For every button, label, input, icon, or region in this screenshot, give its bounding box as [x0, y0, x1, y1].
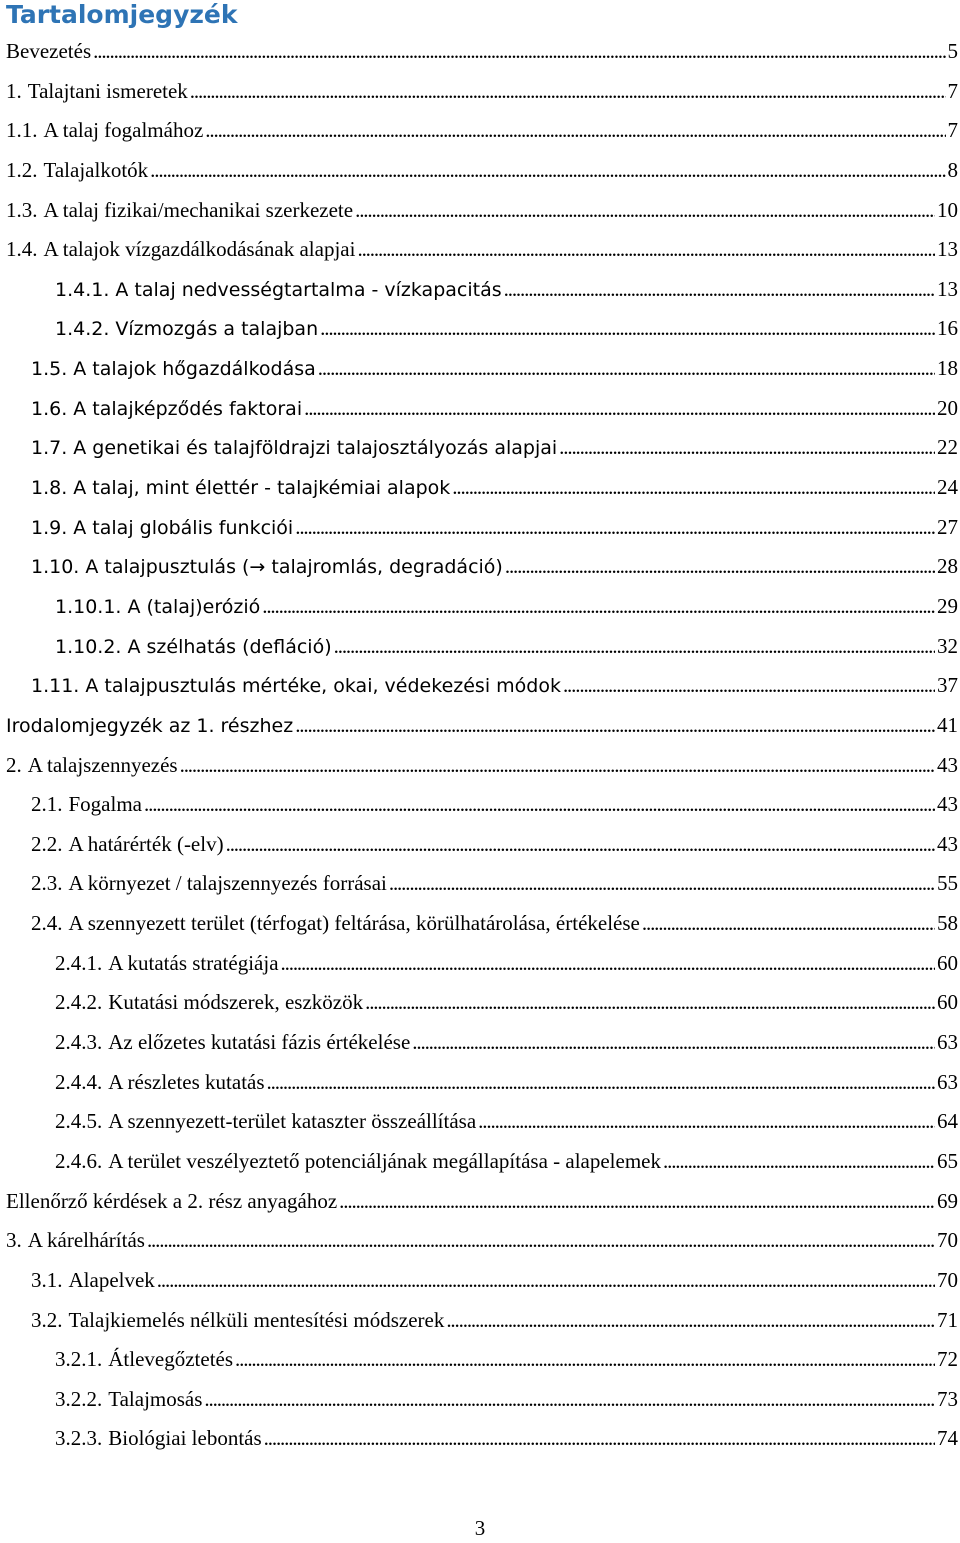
toc-dot-leader [365, 983, 935, 1023]
toc-dot-leader [264, 1419, 935, 1459]
toc-entry-label: A (talaj)erózió [127, 595, 261, 618]
toc-entry-text [31, 390, 302, 430]
toc-entry-label: A talajpusztulás (→ talajromlás, degradáció) [85, 556, 503, 579]
toc-dot-leader [505, 547, 935, 587]
toc-entry-page: 43 [937, 831, 958, 856]
toc-dot-leader [235, 1340, 935, 1380]
toc-dot-leader [93, 32, 945, 72]
toc-entry[interactable] [0, 309, 960, 349]
toc-entry-page: 7 [947, 118, 958, 143]
toc-entry-page: 73 [937, 1386, 958, 1411]
toc-entry[interactable] [0, 270, 960, 310]
toc-entry-page: 20 [937, 395, 958, 420]
toc-entry-page: 72 [937, 1347, 958, 1372]
toc-entry[interactable] [0, 468, 960, 508]
toc-entry-text [31, 548, 503, 588]
toc-entry-label: A talajszennyezés [27, 752, 178, 777]
toc-entry-text [55, 1340, 233, 1380]
toc-entry[interactable] [0, 666, 960, 706]
toc-entry-text [6, 1221, 145, 1261]
toc-entry-text [6, 230, 355, 270]
toc-entry-number: 2.4.2. [55, 990, 103, 1015]
toc-entry-number: 3.2.2. [55, 1386, 103, 1411]
toc-entry-label: A talaj, mint élettér - talajkémiai alapok [73, 477, 451, 500]
toc-entry[interactable] [0, 111, 960, 151]
toc-entry-page: 71 [937, 1307, 958, 1332]
toc-entry-label: A talajok vízgazdálkodásának alapjai [43, 237, 356, 262]
toc-dot-leader [144, 785, 935, 825]
toc-entry-label: A határérték (-elv) [68, 831, 224, 856]
toc-title: Tartalomjegyzék [6, 0, 238, 29]
toc-dot-leader [357, 230, 935, 270]
toc-entry-number: 1.10. [31, 556, 80, 579]
toc-entry-text [31, 509, 293, 549]
toc-entry-page: 43 [937, 752, 958, 777]
toc-entry[interactable] [0, 1221, 960, 1261]
toc-entry-text [6, 151, 148, 191]
toc-entry-page: 8 [947, 157, 958, 182]
toc-entry-number: 2.4. [31, 911, 63, 936]
toc-entry[interactable] [0, 72, 960, 112]
toc-entry-text [6, 72, 188, 112]
toc-dot-leader [204, 1380, 935, 1420]
toc-entry-number: 2.2. [31, 831, 63, 856]
toc-entry-number: 2. [6, 752, 22, 777]
toc-entry-number: 3. [6, 1228, 22, 1253]
toc-entry-text [55, 1380, 202, 1420]
toc-entry-label: Talajalkotók [43, 157, 149, 182]
toc-entry[interactable] [0, 587, 960, 627]
toc-entry-label: Irodalomjegyzék az 1. részhez [6, 714, 294, 737]
toc-dot-leader [452, 468, 935, 508]
toc-entry-text [31, 1301, 444, 1341]
toc-entry-label: A talajképződés faktorai [73, 397, 303, 420]
toc-entry-page: 29 [937, 593, 958, 618]
toc-entry-label: Talajmosás [108, 1386, 203, 1411]
toc-entry-page: 16 [937, 316, 958, 341]
toc-entry-page: 13 [937, 276, 958, 301]
toc-dot-leader [318, 349, 935, 389]
page-number: 3 [474, 1516, 486, 1540]
toc-entry-page: 7 [947, 78, 958, 103]
toc-entry-page: 70 [937, 1228, 958, 1253]
toc-entry-page: 70 [937, 1267, 958, 1292]
toc-dot-leader [389, 864, 935, 904]
toc-dot-leader [281, 944, 935, 984]
toc-entry-page: 60 [937, 990, 958, 1015]
toc-entry-label: A szélhatás (defláció) [127, 635, 332, 658]
toc-entry-page: 60 [937, 950, 958, 975]
toc-entry-label: Ellenőrző kérdések a 2. rész anyagához [6, 1188, 338, 1213]
toc-entry-number: 1.11. [31, 675, 80, 698]
toc-entry[interactable] [0, 785, 960, 825]
toc-entry[interactable] [0, 1023, 960, 1063]
toc-entry[interactable] [0, 32, 960, 72]
toc-entry-page: 74 [937, 1426, 958, 1451]
toc-entry[interactable] [0, 151, 960, 191]
toc-entry[interactable] [0, 944, 960, 984]
toc-dot-leader [339, 1182, 935, 1222]
toc-dot-leader [226, 825, 935, 865]
toc-entry-label: A részletes kutatás [108, 1069, 265, 1094]
toc-entry-label: A szennyezett terület (térfogat) feltárása, körülhatárolása, értékelése [68, 911, 640, 936]
toc-entry-number: 2.4.3. [55, 1030, 103, 1055]
toc-entry-label: Bevezetés [6, 39, 92, 63]
toc-dot-leader [205, 111, 945, 151]
toc-entry-page: 24 [937, 475, 958, 500]
toc-entry-text [31, 350, 316, 390]
toc-entry-page: 58 [937, 911, 958, 936]
toc-entry[interactable] [0, 1340, 960, 1380]
toc-entry-number: 1. [6, 78, 22, 103]
toc-entry-page: 64 [937, 1109, 958, 1134]
toc-entry-page: 65 [937, 1148, 958, 1173]
toc-entry-text [55, 310, 318, 350]
toc-entry-label: A kárelhárítás [27, 1228, 145, 1253]
toc-entry[interactable] [0, 904, 960, 944]
toc-entry-text [31, 469, 450, 509]
toc-entry-number: 1.3. [6, 197, 38, 222]
toc-dot-leader [262, 587, 935, 627]
toc-entry-page: 22 [937, 435, 958, 460]
toc-dot-leader [150, 151, 945, 191]
toc-entry-text [6, 707, 293, 747]
toc-entry-text [6, 746, 178, 786]
toc-entry-text [55, 1142, 661, 1182]
toc-entry[interactable] [0, 230, 960, 270]
toc-entry-text [55, 1023, 410, 1063]
toc-entry-page: 69 [937, 1188, 958, 1213]
toc-entry-number: 2.4.1. [55, 950, 103, 975]
toc-entry-number: 2.4.5. [55, 1109, 103, 1134]
toc-entry-page: 63 [937, 1069, 958, 1094]
toc-entry-page: 32 [937, 633, 958, 658]
toc-entry-number: 1.7. [31, 437, 68, 460]
toc-entry-text [55, 983, 363, 1023]
toc-dot-leader [267, 1063, 935, 1103]
toc-dot-leader [180, 746, 935, 786]
toc-entry-page: 28 [937, 554, 958, 579]
toc-entry-label: Kutatási módszerek, eszközök [108, 990, 364, 1015]
toc-entry[interactable] [0, 864, 960, 904]
toc-entry-number: 1.5. [31, 358, 68, 381]
toc-entry[interactable] [0, 1142, 960, 1182]
toc-entry-label: Alapelvek [68, 1267, 155, 1292]
toc-dot-leader [295, 706, 935, 746]
toc-entry-text [31, 864, 387, 904]
toc-entry-text [31, 825, 224, 865]
toc-dot-leader [559, 428, 935, 468]
toc-dot-leader [355, 191, 935, 231]
toc-entry-text [31, 904, 640, 944]
toc-dot-leader [412, 1023, 935, 1063]
toc-entry-label: A kutatás stratégiája [108, 950, 279, 975]
toc-entry-number: 1.4.1. [55, 278, 110, 301]
toc-entry-text [6, 32, 91, 72]
toc-entry-text [55, 1419, 262, 1459]
toc-entry-number: 1.9. [31, 516, 68, 539]
toc-dot-leader [663, 1142, 935, 1182]
toc-entry-page: 27 [937, 514, 958, 539]
toc-dot-leader [147, 1221, 935, 1261]
toc-entry-number: 1.1. [6, 118, 38, 143]
toc-entry-text [6, 191, 353, 231]
toc-entry-label: A genetikai és talajföldrajzi talajosztályozás alapjai [73, 437, 558, 460]
toc-entry-number: 2.1. [31, 792, 63, 817]
toc-entry-number: 3.1. [31, 1267, 63, 1292]
toc-entry-text [6, 111, 203, 151]
toc-entry-text [55, 628, 332, 668]
toc-entry-number: 3.2.3. [55, 1426, 103, 1451]
toc-dot-leader [446, 1301, 935, 1341]
toc-entry-text [31, 785, 142, 825]
toc-entry-number: 2.4.6. [55, 1148, 103, 1173]
toc-entry-number: 1.6. [31, 397, 68, 420]
toc-dot-leader [320, 309, 935, 349]
toc-entry-text [55, 588, 260, 628]
toc-entry-label: A talaj nedvességtartalma - vízkapacitás [115, 278, 502, 301]
toc-dot-leader [642, 904, 935, 944]
toc-entry[interactable] [0, 1182, 960, 1222]
toc-entry-label: A szennyezett-terület kataszter összeállítása [108, 1109, 477, 1134]
toc-entry-number: 1.8. [31, 477, 68, 500]
toc-entry-label: A talajok hőgazdálkodása [73, 358, 316, 381]
toc-entry-label: Talajkiemelés nélküli mentesítési módszerek [68, 1307, 445, 1332]
toc-entry[interactable] [0, 508, 960, 548]
toc-entry-page: 63 [937, 1030, 958, 1055]
toc-entry-page: 43 [937, 792, 958, 817]
toc-entry-label: Talajtani ismeretek [27, 78, 188, 103]
toc-entry-text [55, 944, 279, 984]
toc-entry-label: Átlevegőztetés [108, 1347, 234, 1372]
toc-entry-page: 10 [937, 197, 958, 222]
toc-entry-number: 1.10.1. [55, 595, 122, 618]
toc-entry[interactable] [0, 191, 960, 231]
toc-dot-leader [504, 270, 935, 310]
toc-entry[interactable] [0, 1380, 960, 1420]
toc-dot-leader [304, 389, 935, 429]
toc-entry[interactable] [0, 1102, 960, 1142]
toc-entry-label: A talaj fizikai/mechanikai szerkezete [43, 197, 354, 222]
toc-entry[interactable] [0, 983, 960, 1023]
toc-entry-label: A talajpusztulás mértéke, okai, védekezési módok [85, 675, 561, 698]
toc-entry-number: 1.2. [6, 157, 38, 182]
toc-entry-label: A terület veszélyeztető potenciáljának megállapítása - alapelemek [108, 1148, 661, 1173]
toc-entry-number: 1.4.2. [55, 318, 110, 341]
toc-entry-label: Biológiai lebontás [108, 1426, 262, 1451]
toc-entry-text [6, 1182, 337, 1222]
toc-entry-number: 2.4.4. [55, 1069, 103, 1094]
toc-entry-page: 55 [937, 871, 958, 896]
toc-entry[interactable] [0, 1419, 960, 1459]
toc-entry[interactable] [0, 428, 960, 468]
toc-entry-label: Az előzetes kutatási fázis értékelése [108, 1030, 411, 1055]
toc-entry-page: 5 [947, 39, 958, 63]
toc-dot-leader [334, 627, 935, 667]
toc-entry[interactable] [0, 1261, 960, 1301]
toc-dot-leader [563, 666, 935, 706]
toc-entry[interactable] [0, 1301, 960, 1341]
toc-entry-label: A talaj fogalmához [43, 118, 204, 143]
toc-entry[interactable] [0, 389, 960, 429]
toc-entry-page: 13 [937, 237, 958, 262]
toc-entry-text [31, 1261, 155, 1301]
toc-dot-leader [190, 72, 946, 112]
toc-entry[interactable] [0, 746, 960, 786]
toc-entry-label: A környezet / talajszennyezés forrásai [68, 871, 387, 896]
toc-entry-label: A talaj globális funkciói [73, 516, 294, 539]
toc-entry-page: 37 [937, 673, 958, 698]
toc-entry[interactable] [0, 349, 960, 389]
toc-entry-number: 3.2.1. [55, 1347, 103, 1372]
toc-entry-text [55, 271, 502, 311]
toc-entry-text [31, 429, 557, 469]
toc-entry[interactable] [0, 547, 960, 587]
toc-entry-number: 3.2. [31, 1307, 63, 1332]
toc-entry-page: 18 [937, 356, 958, 381]
toc-entry-number: 2.3. [31, 871, 63, 896]
toc-dot-leader [157, 1261, 935, 1301]
toc-entry[interactable] [0, 825, 960, 865]
toc-list [0, 32, 960, 1459]
toc-entry-text [55, 1102, 476, 1142]
toc-entry-text [31, 667, 561, 707]
toc-entry-number: 1.10.2. [55, 635, 122, 658]
toc-entry-page: 41 [937, 712, 958, 737]
toc-entry-label: Fogalma [68, 792, 142, 817]
toc-entry-label: Vízmozgás a talajban [115, 318, 319, 341]
toc-entry[interactable] [0, 1063, 960, 1103]
toc-entry[interactable] [0, 627, 960, 667]
toc-entry[interactable] [0, 706, 960, 746]
toc-dot-leader [295, 508, 935, 548]
toc-entry-text [55, 1063, 265, 1103]
toc-entry-number: 1.4. [6, 237, 38, 262]
toc-dot-leader [478, 1102, 935, 1142]
